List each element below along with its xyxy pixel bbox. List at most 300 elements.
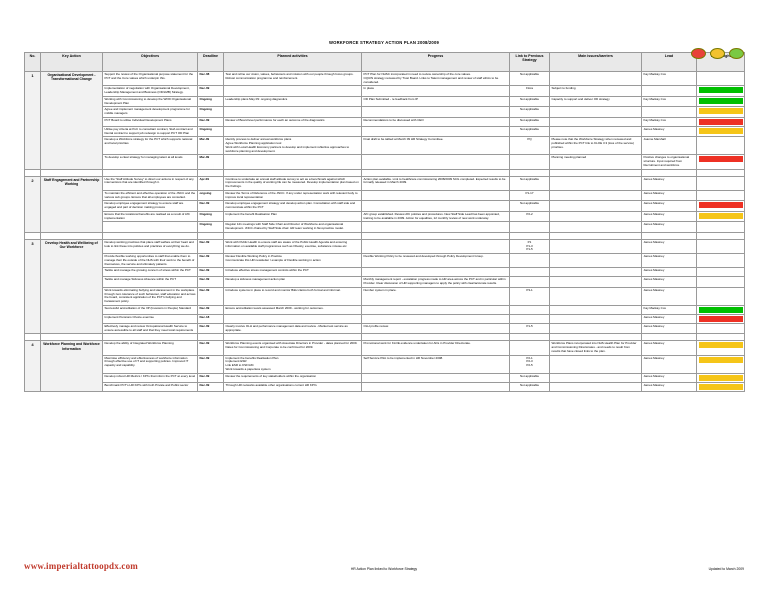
table-row <box>25 268 745 277</box>
traffic-light-indicator <box>699 325 743 331</box>
deadline-cell: Dec-09 <box>198 239 224 253</box>
separator-cell <box>25 334 41 341</box>
main-issues-cell <box>550 323 642 334</box>
lead-cell: Joanne Marshall <box>642 137 697 155</box>
link-previous-strategy-cell: P2-2 <box>510 211 550 222</box>
lead-cell: James Mawney <box>642 382 697 391</box>
table-row <box>25 314 745 323</box>
lead-cell: Kay Mackay Cox <box>642 305 697 314</box>
progress-cell <box>362 239 510 253</box>
objectives-cell: Effectively manage and review Occupational Health Service to ensure accessible to all staff and that they meet local requirements <box>103 323 198 334</box>
planned-activities-cell <box>224 155 362 169</box>
traffic-light-cell <box>697 222 745 233</box>
section-separator <box>25 334 745 341</box>
lead-cell: James Mawney <box>642 176 697 190</box>
traffic-light-cell <box>697 277 745 288</box>
key-action-cell: Organisational Development - Transformational Change <box>41 72 103 170</box>
objectives-cell: Develop a Workforce strategy for the PCT which supports national and local priorities <box>103 137 198 155</box>
link-previous-strategy-cell: Not applicable <box>510 373 550 382</box>
table-row <box>25 373 745 382</box>
planned-activities-cell: Identity process to deliver annual workforce plans Agree Workforce Planning application tool Work with Local Health Economy partners to develop and implement reflective approaches to workforce planning and development. <box>224 137 362 155</box>
planned-activities-cell: Review the Terms of Reference of the JNCC. If any under representation work with relevant body to improve local representation <box>224 190 362 201</box>
link-previous-strategy-cell: P2-1 P2-3 P2-5 <box>510 355 550 373</box>
traffic-light-cell <box>697 201 745 212</box>
table-row <box>25 86 745 97</box>
traffic-light-indicator <box>699 87 743 93</box>
progress-cell <box>362 190 510 201</box>
column-header-4: Planned activities <box>224 53 362 72</box>
deadline-cell: Dec-18 <box>198 314 224 323</box>
separator-cell <box>642 169 697 176</box>
section-number: 3 <box>25 239 41 334</box>
main-issues-cell <box>550 287 642 305</box>
column-header-1: Key Action <box>41 53 103 72</box>
separator-cell <box>41 232 103 239</box>
traffic-light-cell <box>697 211 745 222</box>
planned-activities-cell <box>224 126 362 137</box>
link-previous-strategy-cell <box>510 155 550 169</box>
main-issues-cell <box>550 190 642 201</box>
footer-right-text: Updated to March 2009 <box>708 567 744 571</box>
traffic-light-cell <box>697 323 745 334</box>
main-issues-cell: Capacity to support and deliver OD strategy <box>550 96 642 107</box>
traffic-light-cell <box>697 137 745 155</box>
traffic-light-indicator <box>699 342 743 348</box>
link-previous-strategy-cell: Not applicable <box>510 96 550 107</box>
planned-activities-cell: Clearly involve OLH and performance management data and review - Market test service as appropriate. <box>224 323 362 334</box>
separator-cell <box>103 169 198 176</box>
main-issues-cell <box>550 355 642 373</box>
traffic-light-cell <box>697 239 745 253</box>
table-row <box>25 355 745 373</box>
separator-cell <box>550 169 642 176</box>
table-row <box>25 190 745 201</box>
action-plan-table <box>24 52 745 392</box>
objectives-cell: Ensure that the locational benefits are realised as a result of AfC implementation <box>103 211 198 222</box>
planned-activities-cell <box>224 86 362 97</box>
separator-cell <box>642 232 697 239</box>
main-issues-cell <box>550 239 642 253</box>
column-header-5: Progress <box>362 53 510 72</box>
lead-cell: Positive changes to organisational structure. Input required from Recruitment and workforce <box>642 155 697 169</box>
objectives-cell: Tackle and manage the growing concern of stress within the PCT <box>103 268 198 277</box>
main-issues-cell <box>550 268 642 277</box>
traffic-light-cell <box>697 382 745 391</box>
traffic-light-indicator <box>699 384 743 390</box>
traffic-light-cell <box>697 86 745 97</box>
planned-activities-cell: Review Flexible Working Policy in Practice Communicate this HR newsletter / example of Flexible working in action <box>224 254 362 268</box>
separator-cell <box>103 334 198 341</box>
separator-cell <box>697 334 745 341</box>
traffic-light-indicator <box>699 357 743 363</box>
objectives-cell: Maximise efficiency and effectiveness of workforce information through effective use of IT and supporting policies. Improved IT capacity and capability. <box>103 355 198 373</box>
traffic-light-cell <box>697 155 745 169</box>
lead-cell: James Mawney <box>642 355 697 373</box>
table-header <box>25 53 745 72</box>
progress-cell: OD Plan Submitted - re feedback from IP <box>362 96 510 107</box>
lead-cell: James Mawney <box>642 323 697 334</box>
deadline-cell: Dec-08 <box>198 72 224 86</box>
progress-cell: Recommendations to be discussed with CEO <box>362 117 510 126</box>
separator-cell <box>103 232 198 239</box>
deadline-cell: Dec-09 <box>198 117 224 126</box>
objectives-cell: Support the review of the Organisational purpose statement for the PCT and the Core values which underpin this. <box>103 72 198 86</box>
link-previous-strategy-cell: Not applicable <box>510 201 550 212</box>
lead-cell <box>642 107 697 118</box>
deadline-cell: Dec-09 <box>198 355 224 373</box>
lead-cell: James Mawney <box>642 287 697 305</box>
deadline-cell: ongoing <box>198 190 224 201</box>
separator-cell <box>224 232 362 239</box>
main-issues-cell <box>550 201 642 212</box>
planned-activities-cell: Through HR networks available other organisations current HR KPI's <box>224 382 362 391</box>
main-issues-cell <box>550 305 642 314</box>
traffic-light-indicator <box>699 192 743 198</box>
table-row <box>25 211 745 222</box>
planned-activities-cell: Work with Public Health to ensure staff are aware of the Public Health Agenda and ensuring information on available staff programmes such as Obesity, exercise, substance misuse etc <box>224 239 362 253</box>
separator-cell <box>642 334 697 341</box>
traffic-light-key <box>691 48 744 59</box>
progress-cell: In place <box>362 86 510 97</box>
lead-cell: James Mawney <box>642 190 697 201</box>
column-header-0: No. <box>25 53 41 72</box>
separator-cell <box>510 334 550 341</box>
main-issues-cell: Subject to funding <box>550 86 642 97</box>
traffic-light-cell <box>697 314 745 323</box>
main-issues-cell <box>550 107 642 118</box>
objectives-cell: Develop robust HR Metrics / KPI's that inform the PCT at every level <box>103 373 198 382</box>
table-row <box>25 382 745 391</box>
separator-cell <box>25 232 41 239</box>
main-issues-cell <box>550 382 642 391</box>
main-issues-cell <box>550 222 642 233</box>
column-header-6: Link to Previous Strategy <box>510 53 550 72</box>
progress-cell <box>362 314 510 323</box>
main-issues-cell <box>550 314 642 323</box>
lead-cell: James Mawney <box>642 314 697 323</box>
traffic-light-indicator <box>699 223 743 229</box>
traffic-light-cell <box>697 96 745 107</box>
link-previous-strategy-cell: PQ <box>510 137 550 155</box>
link-previous-strategy-cell: Not applicable <box>510 117 550 126</box>
section-separator <box>25 169 745 176</box>
main-issues-cell <box>550 176 642 190</box>
objectives-cell: Agree and implement management development programme for middle managers <box>103 107 198 118</box>
objectives-cell: PCT Board to utilise Individual Development Plans <box>103 117 198 126</box>
progress-cell: AfC group established. Review AfC policies and procedures. New Staff Side Lead has been appointed, training to be available in 2009. Action for equalities, 12 monthly review of new work underway. <box>362 211 510 222</box>
objectives-cell: Develop employee engagement strategy to ensure staff are engaged and part of decision making process <box>103 201 198 212</box>
planned-activities-cell: Introduce effective stress management controls within the PCT <box>224 268 362 277</box>
objectives-cell: Develop working practices that place staff welfare at their heart and look to link these into policies and practices of everything we do. <box>103 239 198 253</box>
traffic-light-indicator <box>699 178 743 184</box>
traffic-light-indicator <box>699 138 743 144</box>
traffic-light-indicator <box>699 98 743 104</box>
separator-cell <box>41 334 103 341</box>
traffic-light-indicator <box>699 269 743 275</box>
separator-cell <box>224 334 362 341</box>
lead-cell: James Mawney <box>642 211 697 222</box>
table-row <box>25 155 745 169</box>
traffic-light-indicator <box>699 289 743 295</box>
lead-cell: James Mawney <box>642 341 697 355</box>
section-separator <box>25 232 745 239</box>
deadline-cell: Dec-09 <box>198 305 224 314</box>
table-row <box>25 323 745 334</box>
objectives-cell <box>103 222 198 233</box>
traffic-light-indicator <box>699 278 743 284</box>
planned-activities-cell <box>224 314 362 323</box>
separator-cell <box>362 232 510 239</box>
traffic-light-indicator <box>699 202 743 208</box>
deadline-cell: Dec-09 <box>198 268 224 277</box>
progress-cell: Self Service Pilot to be implemented in HR November 2008. <box>362 355 510 373</box>
link-previous-strategy-cell <box>510 305 550 314</box>
lead-cell: James Mawney <box>642 373 697 382</box>
column-header-3: Deadline <box>198 53 224 72</box>
table-row <box>25 176 745 190</box>
planned-activities-cell: Introduce systems in place to record and monitor B&H claims both formal and informal. <box>224 287 362 305</box>
lead-cell: Kay Mackay Cox <box>642 96 697 107</box>
progress-cell <box>362 201 510 212</box>
progress-cell: Monthly management report - escalation progress made to HR area across the PCT and in particular within Provider. Clear discussion of HR supporting managers to apply the policy with clear/accurate results. <box>362 277 510 288</box>
traffic-light-cell <box>697 355 745 373</box>
table-row <box>25 126 745 137</box>
deadline-cell: Dec-09 <box>198 373 224 382</box>
table-row <box>25 341 745 355</box>
objectives-cell: Develop the ability of Integrated Workforce Planning <box>103 341 198 355</box>
table-row <box>25 201 745 212</box>
deadline-cell: Dec-09 <box>198 323 224 334</box>
table-row <box>25 305 745 314</box>
progress-cell <box>362 107 510 118</box>
deadline-cell: Ongoing <box>198 107 224 118</box>
progress-cell: Promotional work for KLOE evidence undertaken for ADs in Provider Directorate. <box>362 341 510 355</box>
planned-activities-cell: Test and refine our vision, values, behaviours and mission with our people through focus groups. Robust communication programme and reinforcement. <box>224 72 362 86</box>
table-row <box>25 239 745 253</box>
progress-cell <box>362 126 510 137</box>
planned-activities-cell: Implement the benefit Realisation Plan <box>224 211 362 222</box>
progress-cell: OLH profile review. <box>362 323 510 334</box>
separator-cell <box>510 169 550 176</box>
traffic-key-amber <box>710 48 725 59</box>
planned-activities-cell: Workforce Planning events organised with Associate Directors in Provider - dates planned for 2009. Dates for Commissioning and Corporate to be confirmed for 2009. <box>224 341 362 355</box>
progress-cell <box>362 268 510 277</box>
lead-cell: James Mawney <box>642 268 697 277</box>
lead-cell <box>642 86 697 97</box>
deadline-cell: Dec-09 <box>198 382 224 391</box>
link-previous-strategy-cell <box>510 222 550 233</box>
page-title: WORKFORCE STRATEGY ACTION PLAN 2008/2009 <box>328 40 440 45</box>
link-previous-strategy-cell <box>510 268 550 277</box>
traffic-light-indicator <box>699 255 743 261</box>
traffic-light-cell <box>697 107 745 118</box>
progress-cell: PCT Plan for NHSC incorporated in need to review ownership of the core values. CQUIN strategy reviewed by Trust Board. Links to Talent management and review of staff ethics to be considered. <box>362 72 510 86</box>
separator-cell <box>362 334 510 341</box>
progress-cell: Action plan available. Link to healthcare commissioning 2008/2009 SCG completed. Expected results to be formally released in March 2009. <box>362 176 510 190</box>
progress-cell <box>362 222 510 233</box>
key-action-cell: Staff Engagement and Partnership Working <box>41 176 103 232</box>
deadline-cell: Dec-09 <box>198 86 224 97</box>
progress-cell: Flexible Working Policy to be reviewed and developed through Policy Development Group. <box>362 254 510 268</box>
table-row <box>25 277 745 288</box>
progress-cell <box>362 305 510 314</box>
planned-activities-cell: Review of Board level performance for each an outcome of the diagnostics <box>224 117 362 126</box>
lead-cell: James Mawney <box>642 126 697 137</box>
planned-activities-cell: Ensure accreditation levels assessed March 2009 - working for outcomes. <box>224 305 362 314</box>
table-body <box>25 72 745 392</box>
main-issues-cell: Planning meeting planned <box>550 155 642 169</box>
table-row <box>25 222 745 233</box>
traffic-light-cell <box>697 126 745 137</box>
separator-cell <box>550 232 642 239</box>
traffic-light-cell <box>697 305 745 314</box>
link-previous-strategy-cell: Not applicable <box>510 382 550 391</box>
progress-cell: Number system in place. <box>362 287 510 305</box>
main-issues-cell <box>550 254 642 268</box>
main-issues-cell <box>550 126 642 137</box>
deadline-cell: Ongoing <box>198 126 224 137</box>
main-issues-cell: Please note that the Workforce Strategy when reviewed and published within the PCT link to KLOE 3.3 (loss of the service) priorities. <box>550 137 642 155</box>
link-previous-strategy-cell: Not applicable <box>510 176 550 190</box>
link-previous-strategy-cell: P1-5 <box>510 323 550 334</box>
table-row <box>25 137 745 155</box>
traffic-light-cell <box>697 341 745 355</box>
section-number: 4 <box>25 341 41 391</box>
section-number: 2 <box>25 176 41 232</box>
traffic-light-cell <box>697 373 745 382</box>
objectives-cell: To maintain the efficient and effective operation of the JNCC and the various sub groups. Ensure that all employees are consulted. <box>103 190 198 201</box>
planned-activities-cell: Review the requirements of key stakeholders within the organisation <box>224 373 362 382</box>
main-issues-cell: Workforce Plans incorporated into NHS Health Plan for Provider and Commissioning Directorates - and needs to result from results that have closed links to the plan. <box>550 341 642 355</box>
link-previous-strategy-cell <box>510 341 550 355</box>
progress-cell <box>362 155 510 169</box>
traffic-light-indicator <box>699 73 743 79</box>
table-row <box>25 117 745 126</box>
table-row <box>25 287 745 305</box>
objectives-cell: Successful accreditation of the IIP (Investors in People) Standard <box>103 305 198 314</box>
lead-cell: Kay Mackay Cox <box>642 72 697 86</box>
traffic-light-indicator <box>699 241 743 247</box>
separator-cell <box>362 169 510 176</box>
lead-cell: James Mawney <box>642 254 697 268</box>
lead-cell: James Mawney <box>642 239 697 253</box>
column-header-7: Main issues/barriers <box>550 53 642 72</box>
main-issues-cell <box>550 277 642 288</box>
separator-cell <box>697 232 745 239</box>
objectives-cell: Working with Commissioning to develop the WOD Organisational Development Plan <box>103 96 198 107</box>
section-number: 1 <box>25 72 41 170</box>
progress-cell <box>362 373 510 382</box>
main-issues-cell <box>550 72 642 86</box>
planned-activities-cell: Develop a sickness management action plan <box>224 277 362 288</box>
link-previous-strategy-cell: Flora <box>510 86 550 97</box>
deadline-cell: Dec-09 <box>198 201 224 212</box>
planned-activities-cell <box>224 107 362 118</box>
separator-cell <box>41 169 103 176</box>
planned-activities-cell: Develop employee engagement strategy and develop action plan. Consultation with staff side and communicate within the PCT <box>224 201 362 212</box>
deadline-cell: Mar-09 <box>198 155 224 169</box>
table-row <box>25 72 745 86</box>
objectives-cell: Use the 'Staff Attitude Survey' to direct our actions in respect of any interventions that are identified through it. <box>103 176 198 190</box>
main-issues-cell <box>550 373 642 382</box>
traffic-light-indicator <box>699 375 743 381</box>
lead-cell: James Mawney <box>642 201 697 212</box>
deadline-cell: Dec-09 <box>198 254 224 268</box>
traffic-light-indicator <box>699 156 743 162</box>
column-header-9: Light <box>697 53 745 72</box>
separator-cell <box>25 169 41 176</box>
traffic-light-cell <box>697 287 745 305</box>
separator-cell <box>697 169 745 176</box>
separator-cell <box>224 169 362 176</box>
traffic-light-indicator <box>699 108 743 114</box>
link-previous-strategy-cell <box>510 277 550 288</box>
deadline-cell: Ongoing <box>198 211 224 222</box>
progress-cell <box>362 382 510 391</box>
objectives-cell: Implement Pensions Choice exercise <box>103 314 198 323</box>
link-previous-strategy-cell: P3-1 <box>510 287 550 305</box>
separator-cell <box>550 334 642 341</box>
objectives-cell: Provide flexible working opportunities to staff that enable them to manage their life outside of the NHS with their work to the benefit of themselves, the service and ultimately patients. <box>103 254 198 268</box>
deadline-cell: Dec-09 <box>198 277 224 288</box>
objectives-cell: Work towards eliminating bullying and Harassment in the workplace through zero tolerance of such behaviour, staff education and across the board, consistent application of the PCT's bullying and harassment policy. <box>103 287 198 305</box>
traffic-light-indicator <box>699 316 743 322</box>
objectives-cell: Tackle and manage Sickness Absence within the PCT <box>103 277 198 288</box>
objectives-cell: Benchmark PCT's HR KPI's with both Private and Public sector <box>103 382 198 391</box>
deadline-cell: Ongoing <box>198 222 224 233</box>
lead-cell: James Mawney <box>642 222 697 233</box>
footer-center-text: HR Action Plan linked to Workforce Strategy <box>350 567 418 571</box>
link-previous-strategy-cell <box>510 314 550 323</box>
traffic-light-cell <box>697 268 745 277</box>
lead-cell: James Mawney <box>642 277 697 288</box>
traffic-light-cell <box>697 117 745 126</box>
traffic-light-indicator <box>699 128 743 134</box>
link-previous-strategy-cell: P1-17 <box>510 190 550 201</box>
deadline-cell: Ongoing <box>198 96 224 107</box>
link-previous-strategy-cell: Not applicable <box>510 107 550 118</box>
deadline-cell: Dec-09 <box>198 287 224 305</box>
objectives-cell: Implementation of negotiation with Organisational Development, Leadership Management and Business (OD/LMB) Strategy. <box>103 86 198 97</box>
traffic-light-indicator <box>699 213 743 219</box>
traffic-light-cell <box>697 254 745 268</box>
traffic-light-cell <box>697 190 745 201</box>
lead-cell: Kay Mackay Cox <box>642 117 697 126</box>
traffic-light-cell <box>697 72 745 86</box>
traffic-light-indicator <box>699 307 743 313</box>
main-issues-cell <box>550 117 642 126</box>
separator-cell <box>198 334 224 341</box>
link-previous-strategy-cell: Not applicable <box>510 72 550 86</box>
deadline-cell: Mar-09 <box>198 137 224 155</box>
link-previous-strategy-cell: Not applicable <box>510 126 550 137</box>
key-action-cell: Develop Health and Wellbeing of Our Workforce <box>41 239 103 334</box>
traffic-light-indicator <box>699 119 743 125</box>
planned-activities-cell: Implement the benefits Realisation Plan Implement ESR Link ESR to KSF/AfC Work towards a paperless system <box>224 355 362 373</box>
separator-cell <box>198 169 224 176</box>
link-previous-strategy-cell <box>510 254 550 268</box>
planned-activities-cell: Regular 121 meetings with Staff Side Chair and Director of Workforce and organisational Development. JNCC chaired by Staff Side chair. HR team working in flexi-practice model. <box>224 222 362 233</box>
watermark: www.imperialtattoopdx.com <box>24 561 138 571</box>
traffic-key-red <box>691 48 706 59</box>
objectives-cell: Utilise pay criteria at PoC to consultant contract, SHA contract and Dental contract to support job redesign to support PCT OD Plan <box>103 126 198 137</box>
deadline-cell: Dec-09 <box>198 341 224 355</box>
objectives-cell: To develop a clear strategy for managing talent at all levels <box>103 155 198 169</box>
separator-cell <box>510 232 550 239</box>
planned-activities-cell: Leadership plans May 09: ongoing diagnostics <box>224 96 362 107</box>
planned-activities-cell: Continue to undertake an annual staff attitude survey to act as a benchmark against which improvements in the quality of working life can be measured. Develop implementation plan based on the findings. <box>224 176 362 190</box>
table-row <box>25 96 745 107</box>
